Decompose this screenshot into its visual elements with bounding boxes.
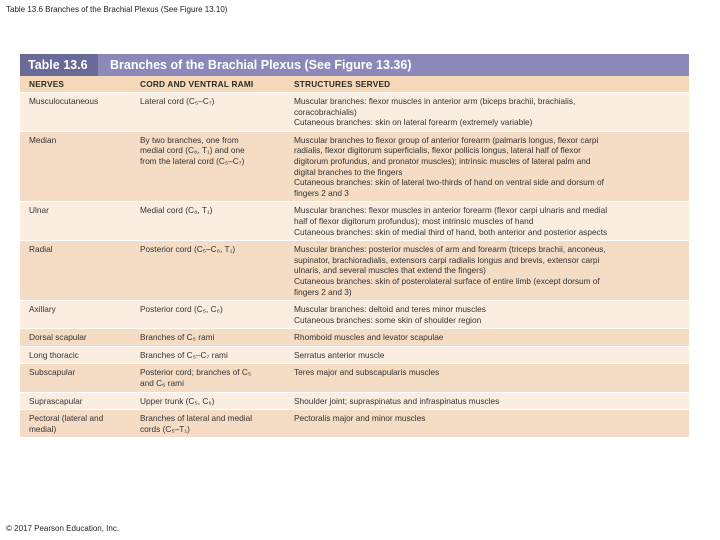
table-row xyxy=(20,240,689,300)
column-header-nerves: NERVES xyxy=(29,79,65,89)
cell-text-line: ulnaris, and several muscles that extend the fingers) xyxy=(294,265,486,276)
cell-text-line: Cutaneous branches: skin of posterolateral surface of entire limb (except dorsum of xyxy=(294,275,600,286)
table-row xyxy=(20,363,689,391)
cell-text-line: Teres major and subscapularis muscles xyxy=(294,367,440,378)
cell-text-line: Pectoralis major and minor muscles xyxy=(294,413,426,424)
nerve-cell xyxy=(20,202,131,240)
cell-text-line: Muscular branches: deltoid and teres minor muscles xyxy=(294,304,486,315)
cell-text-line: fingers 2 and 3 xyxy=(294,187,349,198)
cord-cell xyxy=(131,347,287,364)
nerve-cell xyxy=(20,301,131,328)
cord-cell xyxy=(131,241,287,300)
nerve-cell xyxy=(20,241,131,300)
cord-cell xyxy=(131,393,287,410)
cell-text-line: Rhomboid muscles and levator scapulae xyxy=(294,332,444,343)
nerve-cell xyxy=(20,93,131,131)
cell-text-line: Medial cord (C₈, T₁) xyxy=(140,205,213,216)
cell-text-line: coracobrachialis) xyxy=(294,106,357,117)
nerve-cell xyxy=(20,132,131,202)
structures-cell xyxy=(287,241,689,300)
table-row xyxy=(20,92,689,131)
structures-cell xyxy=(287,364,689,391)
structures-cell xyxy=(287,410,689,437)
table-row xyxy=(20,201,689,240)
cell-text-line: half of flexor digitorum profundus); most intrinsic muscles of hand xyxy=(294,215,534,226)
cell-text-line: Pectoral (lateral and xyxy=(29,413,104,424)
cell-text-line: Posterior cord; branches of C₅ xyxy=(140,367,252,378)
cell-text-line: medial cord (C₈, T₁) and one xyxy=(140,145,245,156)
column-headers xyxy=(20,76,689,92)
cell-text-line: Posterior cord (C₅, C₆) xyxy=(140,304,223,315)
cell-text-line: Cutaneous branches: some skin of shoulder region xyxy=(294,314,482,325)
cell-text-line: Cutaneous branches: skin of lateral two-thirds of hand on ventral side and dorsum of xyxy=(294,177,604,188)
cell-text-line: Lateral cord (C₅–C₇) xyxy=(140,96,215,106)
cell-text-line: from the lateral cord (C₅–C₇) xyxy=(140,155,245,166)
cell-text-line: Serratus anterior muscle xyxy=(294,349,385,360)
cell-text-line: Axillary xyxy=(29,304,56,315)
table-row xyxy=(20,300,689,328)
table-row xyxy=(20,409,689,437)
cord-cell xyxy=(131,93,287,131)
cell-text-line: Upper trunk (C₅, C₆) xyxy=(140,395,215,406)
cell-text-line: and C₆ rami xyxy=(140,378,184,389)
table-header xyxy=(20,54,689,76)
structures-cell xyxy=(287,347,689,364)
cell-text-line: Muscular branches: posterior muscles of arm and forearm (triceps brachii, anconeus, xyxy=(294,244,606,255)
slide-title: Table 13.6 Branches of the Brachial Plexus (See Figure 13.10) xyxy=(6,5,228,14)
column-header-structures: STRUCTURES SERVED xyxy=(294,79,391,89)
cell-text-line: Branches of C₅–C₇ rami xyxy=(140,349,228,360)
structures-cell xyxy=(287,329,689,346)
table-row xyxy=(20,346,689,364)
cell-text-line: By two branches, one from xyxy=(140,134,239,145)
nerve-cell xyxy=(20,347,131,364)
cell-text-line: Cutaneous branches: skin on lateral forearm (extremely variable) xyxy=(294,117,533,128)
nerve-cell xyxy=(20,329,131,346)
cord-cell xyxy=(131,329,287,346)
nerve-cell xyxy=(20,393,131,410)
brachial-plexus-table xyxy=(20,54,689,437)
cell-text-line: Muscular branches to flexor group of anterior forearm (palmaris longus, flexor carpi xyxy=(294,134,599,145)
cell-text-line: Ulnar xyxy=(29,205,49,216)
cell-text-line: Posterior cord (C₅–C₈, T₁) xyxy=(140,244,236,255)
nerve-cell xyxy=(20,410,131,437)
table-title: Branches of the Brachial Plexus (See Figure 13.36) xyxy=(98,54,689,76)
cell-text-line: Muscular branches: flexor muscles in anterior arm (biceps brachii, brachialis, xyxy=(294,96,576,106)
cell-text-line: Radial xyxy=(29,244,53,255)
cell-text-line: supinator, brachioradialis, extensors carpi radialis longus and brevis, extensor carpi xyxy=(294,254,600,265)
table-number: Table 13.6 xyxy=(20,54,98,76)
cell-text-line: Dorsal scapular xyxy=(29,332,87,343)
cell-text-line: cords (C₅–T₁) xyxy=(140,423,190,434)
nerve-cell xyxy=(20,364,131,391)
structures-cell xyxy=(287,93,689,131)
table-body xyxy=(20,92,689,437)
cell-text-line: Median xyxy=(29,134,57,145)
cell-text-line: Suprascapular xyxy=(29,395,83,406)
cell-text-line: digitorum profundus, and pronator muscles); intrinsic muscles of lateral palm and xyxy=(294,155,591,166)
cell-text-line: Branches of C₅ rami xyxy=(140,332,215,343)
cell-text-line: Branches of lateral and medial xyxy=(140,413,253,424)
cell-text-line: Cutaneous branches: skin of medial third of hand, both anterior and posterior aspects xyxy=(294,226,608,237)
copyright-footer: © 2017 Pearson Education, Inc. xyxy=(6,524,120,533)
cell-text-line: digital branches to the fingers xyxy=(294,166,403,177)
cell-text-line: Musculocutaneous xyxy=(29,96,99,106)
structures-cell xyxy=(287,202,689,240)
cell-text-line: radialis, flexor digitorum superficialis, flexor pollicis longus, lateral half of flexor xyxy=(294,145,581,156)
cell-text-line: Muscular branches: flexor muscles in anterior forearm (flexor carpi ulnaris and medial xyxy=(294,205,608,216)
cell-text-line: medial) xyxy=(29,423,57,434)
cell-text-line: Subscapular xyxy=(29,367,76,378)
cord-cell xyxy=(131,132,287,202)
cell-text-line: Long thoracic xyxy=(29,349,79,360)
cell-text-line: Shoulder joint; supraspinatus and infraspinatus muscles xyxy=(294,395,500,406)
cord-cell xyxy=(131,301,287,328)
cell-text-line: fingers 2 and 3) xyxy=(294,286,352,297)
table-row xyxy=(20,392,689,410)
column-header-cord: CORD AND VENTRAL RAMI xyxy=(140,79,254,89)
structures-cell xyxy=(287,301,689,328)
structures-cell xyxy=(287,132,689,202)
cord-cell xyxy=(131,364,287,391)
cord-cell xyxy=(131,202,287,240)
table-row xyxy=(20,131,689,202)
structures-cell xyxy=(287,393,689,410)
table-row xyxy=(20,328,689,346)
cord-cell xyxy=(131,410,287,437)
